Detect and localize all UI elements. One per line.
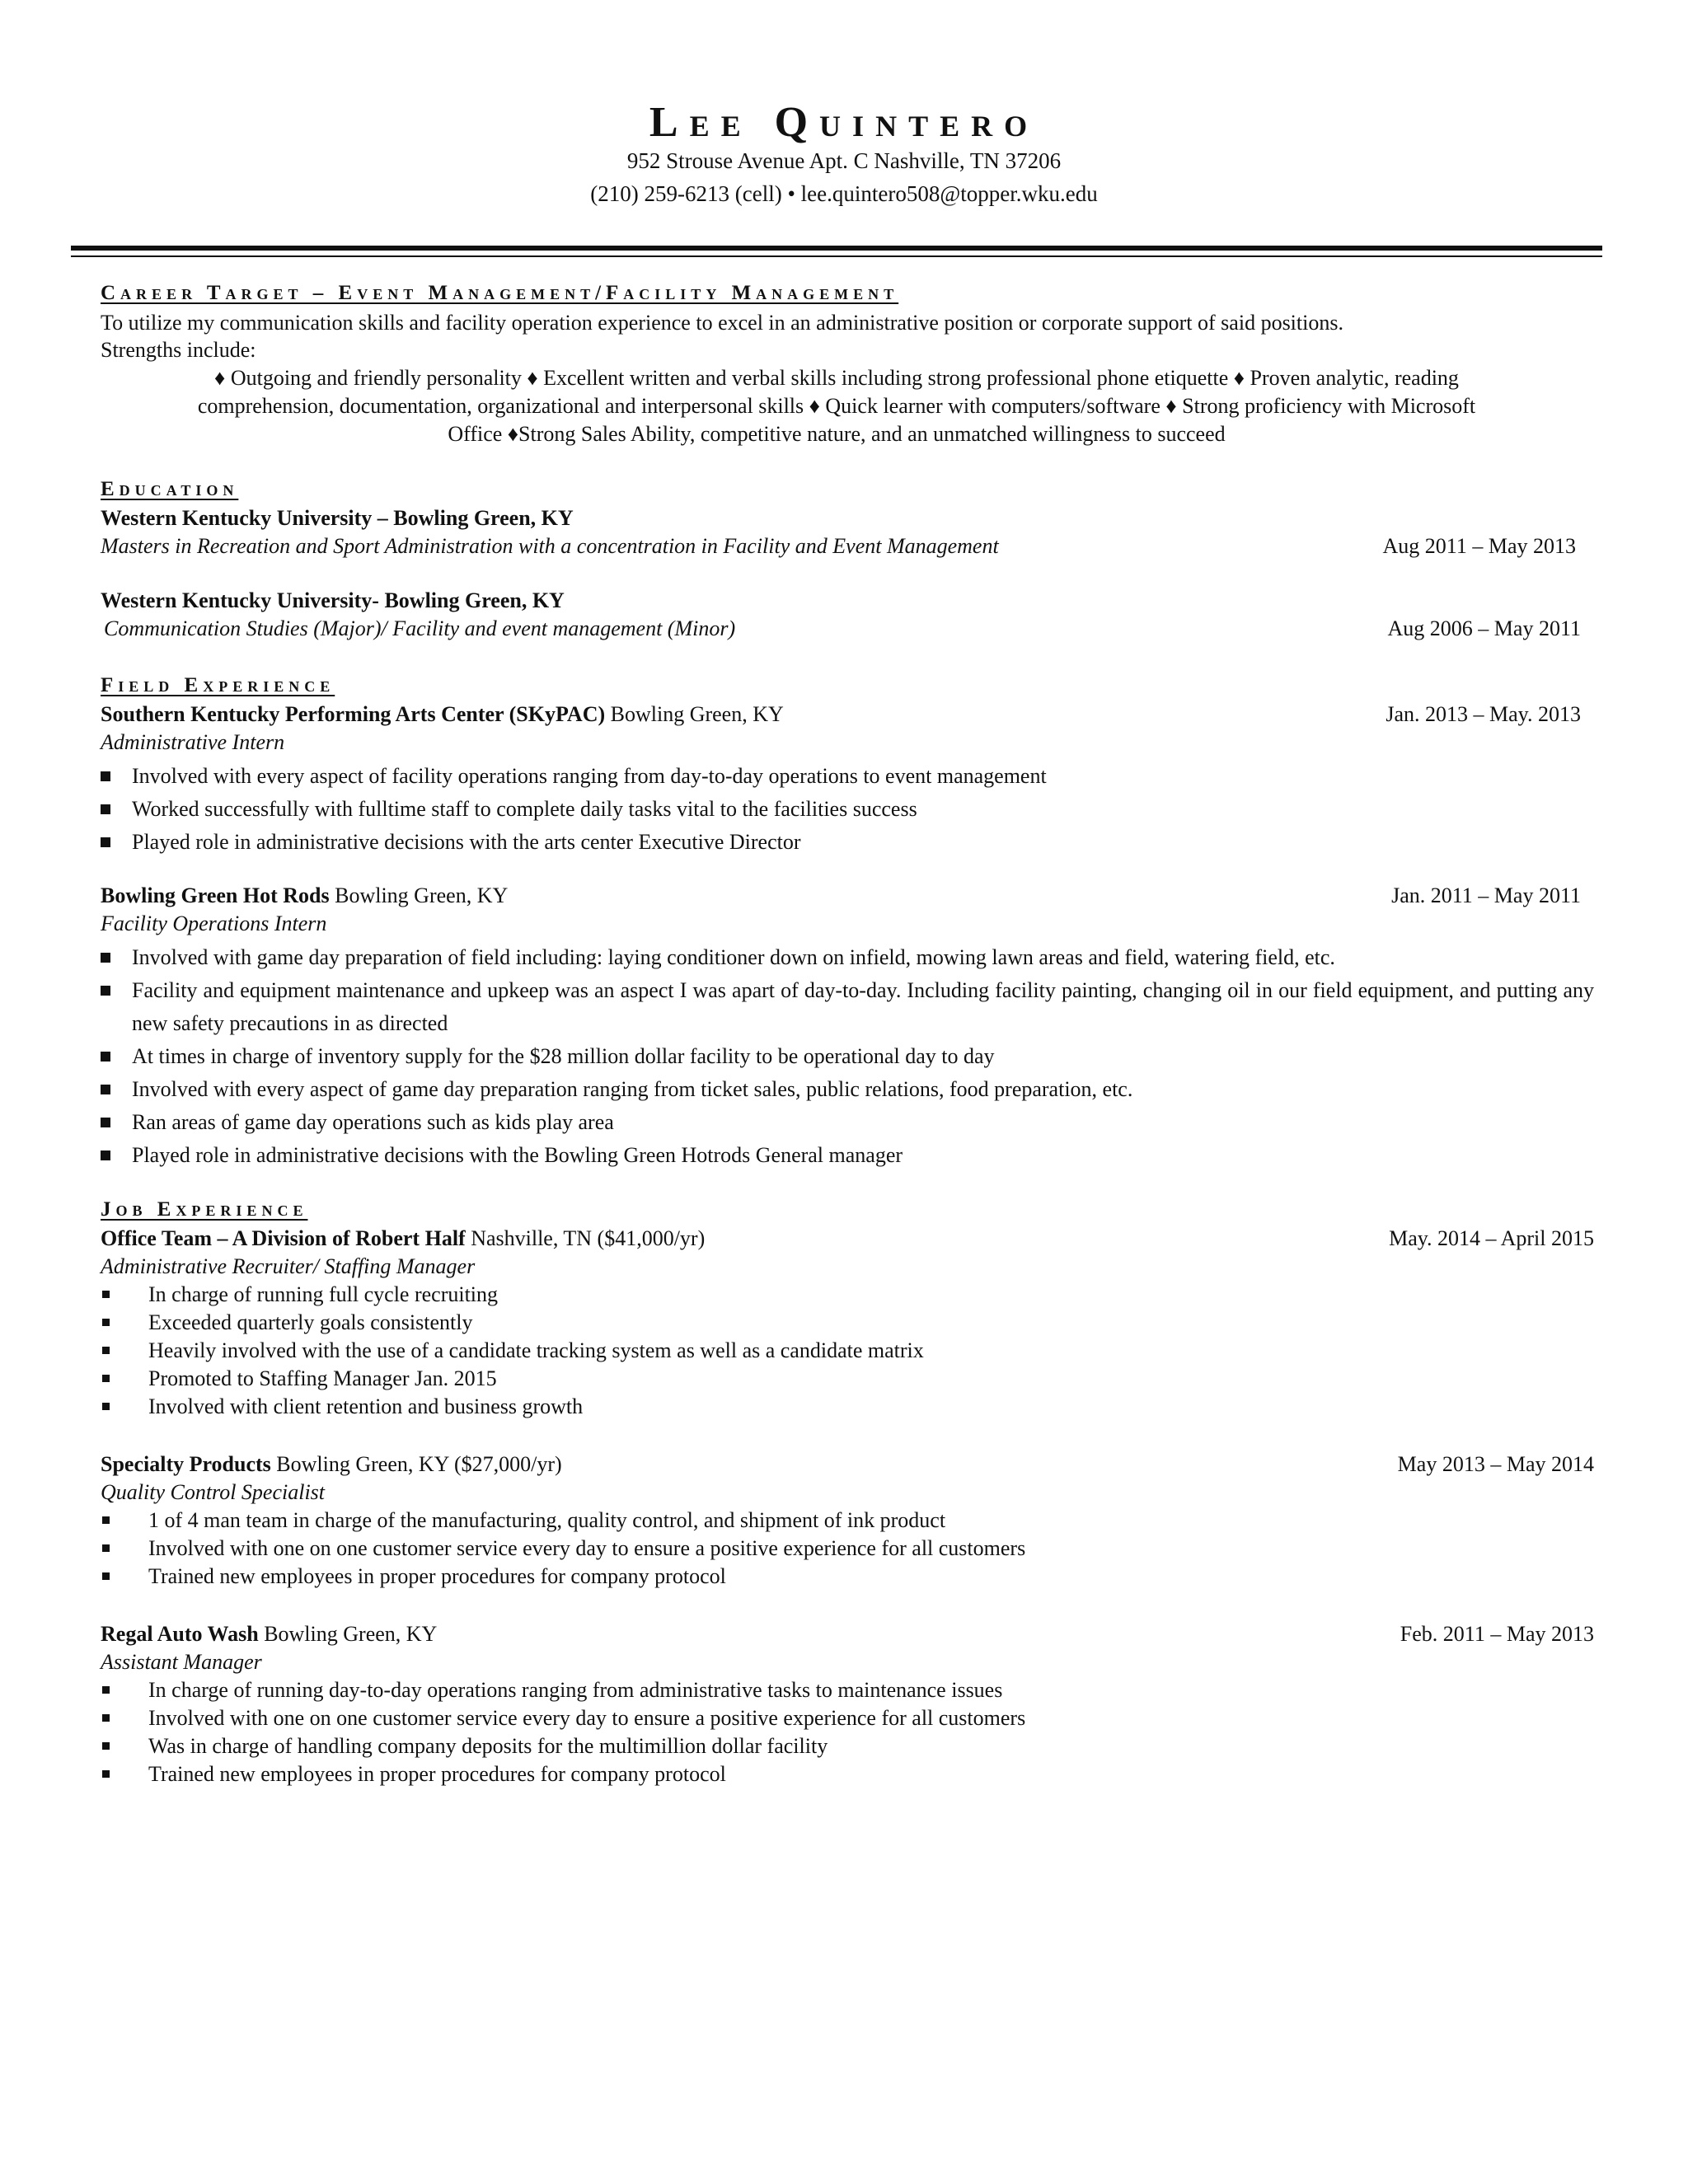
- job-role: Facility Operations Intern: [101, 912, 327, 935]
- square-bullet-icon: [102, 1375, 110, 1382]
- field-experience-heading: Field Experience: [101, 674, 335, 696]
- square-bullet-icon: [102, 1714, 110, 1722]
- square-bullet-icon: [101, 986, 110, 996]
- location: Bowling Green, KY: [258, 1622, 438, 1646]
- square-bullet-icon: [102, 1742, 110, 1750]
- degree: Communication Studies (Major)/ Facility and event management (Minor): [104, 616, 736, 640]
- school-name: Western Kentucky University- Bowling Green, KY: [101, 588, 565, 612]
- square-bullet-icon: [102, 1403, 110, 1410]
- phone: (210) 259-6213 (cell): [590, 181, 782, 206]
- career-objective: To utilize my communication skills and facility operation experience to excel in an administrative position or corporate support of said positions.: [101, 311, 1343, 335]
- email: lee.quintero508@topper.wku.edu: [800, 181, 1098, 206]
- square-bullet-icon: [101, 1151, 110, 1160]
- address: 952 Strouse Avenue Apt. C Nashville, TN 37206: [626, 148, 1062, 173]
- job-experience-heading: Job Experience: [101, 1198, 308, 1221]
- job-dates: May 2013 – May 2014: [1397, 1452, 1594, 1476]
- list-item: Heavily involved with the use of a candidate tracking system as well as a candidate matrix: [101, 1337, 924, 1365]
- list-item: Trained new employees in proper procedures for company protocol: [101, 1760, 726, 1788]
- list-item: Involved with every aspect of game day preparation ranging from ticket sales, public relations, food preparation, etc.: [101, 1073, 1594, 1106]
- square-bullet-icon: [101, 953, 110, 963]
- organization: Bowling Green Hot Rods: [101, 883, 330, 907]
- degree: Masters in Recreation and Sport Administration with a concentration in Facility and Event Management: [101, 534, 999, 558]
- list-item: Was in charge of handling company deposits for the multimillion dollar facility: [101, 1732, 828, 1760]
- square-bullet-icon: [102, 1770, 110, 1778]
- list-item: Involved with one on one customer service every day to ensure a positive experience for all customers: [101, 1704, 1025, 1732]
- location: Nashville, TN ($41,000/yr): [465, 1226, 706, 1250]
- job-header: [101, 1451, 562, 1479]
- square-bullet-icon: [102, 1291, 110, 1298]
- list-item: Involved with game day preparation of field including: laying conditioner down on infield, mowing lawn areas and field, watering field, etc.: [101, 941, 1594, 974]
- bullet-separator: •: [787, 181, 795, 206]
- organization: Office Team – A Division of Robert Half: [101, 1226, 466, 1250]
- organization: Southern Kentucky Performing Arts Center (SKyPAC): [101, 702, 606, 726]
- job-header: [101, 701, 784, 729]
- list-item: Promoted to Staffing Manager Jan. 2015: [101, 1365, 497, 1393]
- list-item: Involved with client retention and business growth: [101, 1393, 583, 1421]
- list-item: Exceeded quarterly goals consistently: [101, 1309, 472, 1337]
- strengths-line: Office ♦Strong Sales Ability, competitive nature, and an unmatched willingness to succeed: [448, 422, 1226, 446]
- list-item: In charge of running full cycle recruiting: [101, 1281, 498, 1309]
- square-bullet-icon: [102, 1572, 110, 1580]
- job-dates: Jan. 2011 – May 2011: [1391, 883, 1581, 907]
- candidate-name: Lee Quintero: [649, 99, 1039, 146]
- square-bullet-icon: [101, 1118, 110, 1127]
- list-item: In charge of running day-to-day operations ranging from administrative tasks to maintenance issues: [101, 1676, 1002, 1704]
- square-bullet-icon: [101, 1052, 110, 1062]
- square-bullet-icon: [101, 804, 110, 814]
- list-item: Trained new employees in proper procedures for company protocol: [101, 1563, 726, 1591]
- list-item: 1 of 4 man team in charge of the manufacturing, quality control, and shipment of ink product: [101, 1507, 945, 1535]
- list-item: Involved with one on one customer service every day to ensure a positive experience for all customers: [101, 1535, 1025, 1563]
- list-item: Played role in administrative decisions with the arts center Executive Director: [101, 826, 1594, 859]
- strengths-line: comprehension, documentation, organizational and interpersonal skills ♦ Quick learner with computers/software ♦ Strong proficiency with Microsoft: [197, 394, 1476, 418]
- organization: Regal Auto Wash: [101, 1622, 259, 1646]
- job-dates: May. 2014 – April 2015: [1389, 1226, 1594, 1250]
- career-target-heading: Career Target – Event Management/Facility Management: [101, 282, 899, 304]
- square-bullet-icon: [102, 1347, 110, 1354]
- header-divider-thin: [71, 255, 1602, 257]
- square-bullet-icon: [101, 1085, 110, 1094]
- job-dates: Feb. 2011 – May 2013: [1400, 1622, 1594, 1646]
- job-header: [101, 1620, 437, 1648]
- organization: Specialty Products: [101, 1452, 271, 1476]
- square-bullet-icon: [102, 1544, 110, 1552]
- list-item: Facility and equipment maintenance and upkeep was an aspect I was apart of day-to-day. Including facility painting, changing oil in our field equipment, and putting any new safety precautions in as directed: [101, 974, 1594, 1040]
- square-bullet-icon: [102, 1516, 110, 1524]
- strengths-label: Strengths include:: [101, 338, 256, 362]
- list-item: At times in charge of inventory supply for the $28 million dollar facility to be operational day to day: [101, 1040, 1594, 1073]
- list-item: Played role in administrative decisions with the Bowling Green Hotrods General manager: [101, 1139, 1594, 1172]
- header-divider-thick: [71, 246, 1602, 251]
- list-item: Ran areas of game day operations such as kids play area: [101, 1106, 1594, 1139]
- list-item: Involved with every aspect of facility operations ranging from day-to-day operations to event management: [101, 760, 1594, 793]
- education-heading: Education: [101, 478, 239, 500]
- square-bullet-icon: [102, 1319, 110, 1326]
- square-bullet-icon: [102, 1686, 110, 1694]
- list-item: Worked successfully with fulltime staff to complete daily tasks vital to the facilities success: [101, 793, 1594, 826]
- job-role: Administrative Recruiter/ Staffing Manager: [101, 1254, 476, 1278]
- job-dates: Jan. 2013 – May. 2013: [1386, 702, 1581, 726]
- job-role: Assistant Manager: [101, 1650, 262, 1674]
- job-role: Administrative Intern: [101, 730, 285, 754]
- square-bullet-icon: [101, 837, 110, 847]
- job-header: [101, 882, 508, 910]
- location: Bowling Green, KY: [605, 702, 784, 726]
- contact-line: [0, 179, 1688, 209]
- square-bullet-icon: [101, 771, 110, 781]
- job-header: [101, 1225, 705, 1253]
- location: Bowling Green, KY ($27,000/yr): [270, 1452, 562, 1476]
- job-role: Quality Control Specialist: [101, 1480, 326, 1504]
- education-dates: Aug 2006 – May 2011: [1387, 616, 1581, 640]
- education-dates: Aug 2011 – May 2013: [1382, 534, 1576, 558]
- strengths-line: ♦ Outgoing and friendly personality ♦ Excellent written and verbal skills including strong professional phone etiquette ♦ Proven analytic, reading: [214, 366, 1459, 390]
- school-name: Western Kentucky University – Bowling Green, KY: [101, 506, 574, 530]
- location: Bowling Green, KY: [329, 883, 509, 907]
